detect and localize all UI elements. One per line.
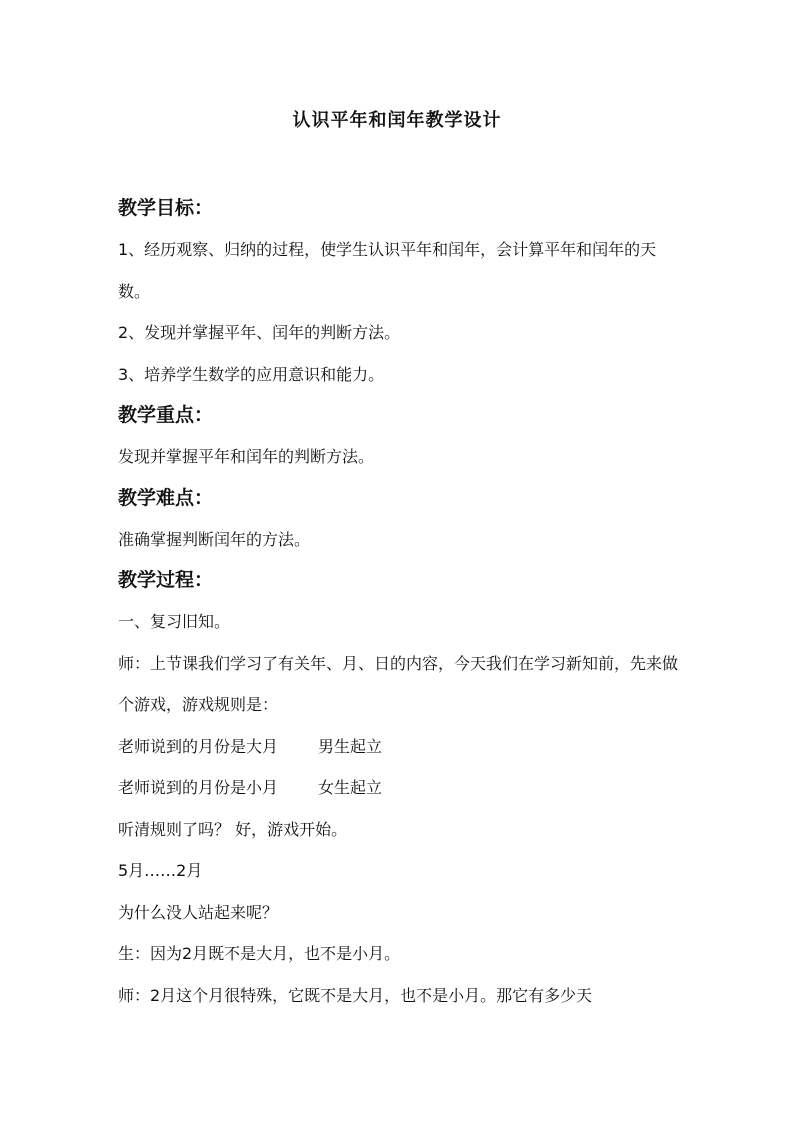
- teacher-question-line: 为什么没人站起来呢？: [118, 902, 279, 922]
- process-heading: 教学过程：: [118, 569, 214, 591]
- difficult-points-text: 准确掌握判断闰年的方法。: [118, 529, 311, 549]
- goal-item-3: 3、培养学生数学的应用意识和能力。: [118, 364, 385, 384]
- rule-action: 女生起立: [318, 778, 383, 797]
- student-answer-line: 生：因为2月既不是大月，也不是小月。: [118, 944, 401, 963]
- game-start-line: 听清规则了吗？ 好，游戏开始。: [118, 819, 348, 839]
- months-called-line: 5月……2月: [118, 861, 203, 880]
- teacher-explanation-line: 师：2月这个月很特殊，它既不是大月，也不是小月。那它有多少天: [118, 985, 593, 1005]
- document-body: [118, 188, 688, 1016]
- game-rule-big-month: [118, 726, 688, 768]
- key-points-heading: 教学重点：: [118, 404, 214, 426]
- game-rule-small-month: [118, 767, 688, 809]
- document-title: 认识平年和闰年教学设计: [292, 110, 502, 131]
- rule-condition: 老师说到的月份是小月: [118, 778, 279, 797]
- difficult-points-heading: 教学难点：: [118, 486, 214, 509]
- rule-condition: 老师说到的月份是大月: [118, 736, 279, 756]
- rule-action: 男生起立: [318, 736, 383, 756]
- goal-item-1: 1、经历观察、归纳的过程，使学生认识平年和闰年，会计算平年和闰年的天数。: [118, 240, 657, 301]
- key-points-text: 发现并掌握平年和闰年的判断方法。: [118, 447, 375, 466]
- goal-item-2: 2、发现并掌握平年、闰年的判断方法。: [118, 323, 401, 342]
- goals-heading: 教学目标：: [118, 197, 214, 219]
- teacher-intro-paragraph: 师：上节课我们学习了有关年、月、日的内容，今天我们在学习新知前，先来做个游戏，游戏规则是：: [118, 653, 679, 714]
- process-step-review: 一、复习旧知。: [118, 612, 231, 631]
